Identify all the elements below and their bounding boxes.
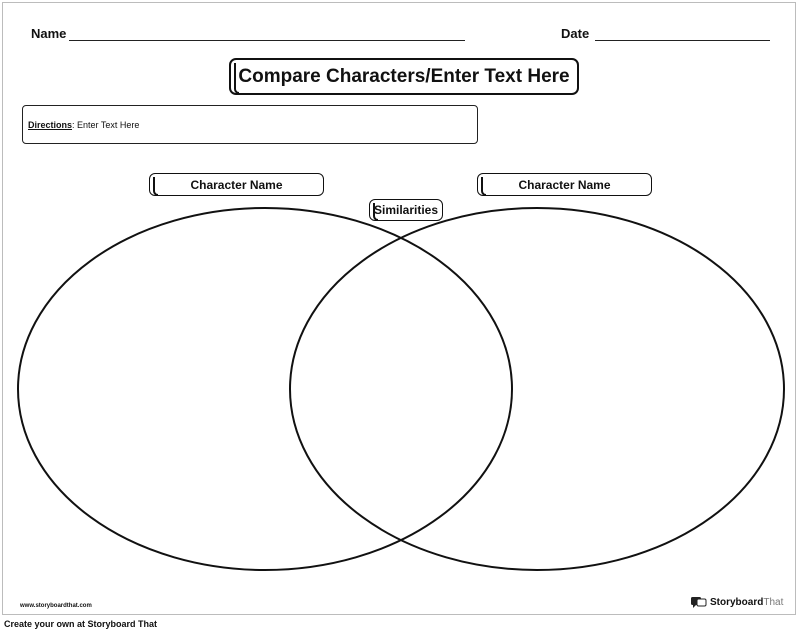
date-label: Date: [561, 26, 590, 41]
storyboard-that-logo: [691, 596, 783, 609]
logo-primary-text: Storyboard: [710, 597, 764, 608]
create-your-own-note[interactable]: Create your own at Storyboard That: [4, 619, 158, 629]
speech-bubbles-icon: [691, 596, 707, 609]
directions-text: : Enter Text Here: [72, 120, 140, 130]
venn-diagram: [3, 3, 797, 616]
right-character-name: Character Name: [518, 177, 611, 192]
left-character-name: Character Name: [190, 177, 283, 192]
directions-label: Directions: [28, 120, 73, 130]
worksheet-title: Compare Characters/Enter Text Here: [238, 65, 570, 87]
left-character-name-box[interactable]: [149, 173, 324, 196]
venn-left-circle[interactable]: [18, 208, 512, 570]
venn-right-circle[interactable]: [290, 208, 784, 570]
similarities-box[interactable]: [369, 199, 443, 221]
similarities-label: Similarities: [373, 203, 439, 217]
footer-url: www.storyboardthat.com: [20, 603, 92, 609]
worksheet-sheet: [2, 2, 796, 615]
right-character-name-box[interactable]: [477, 173, 652, 196]
name-label: Name: [31, 26, 67, 41]
logo-secondary-text: That: [763, 597, 784, 608]
